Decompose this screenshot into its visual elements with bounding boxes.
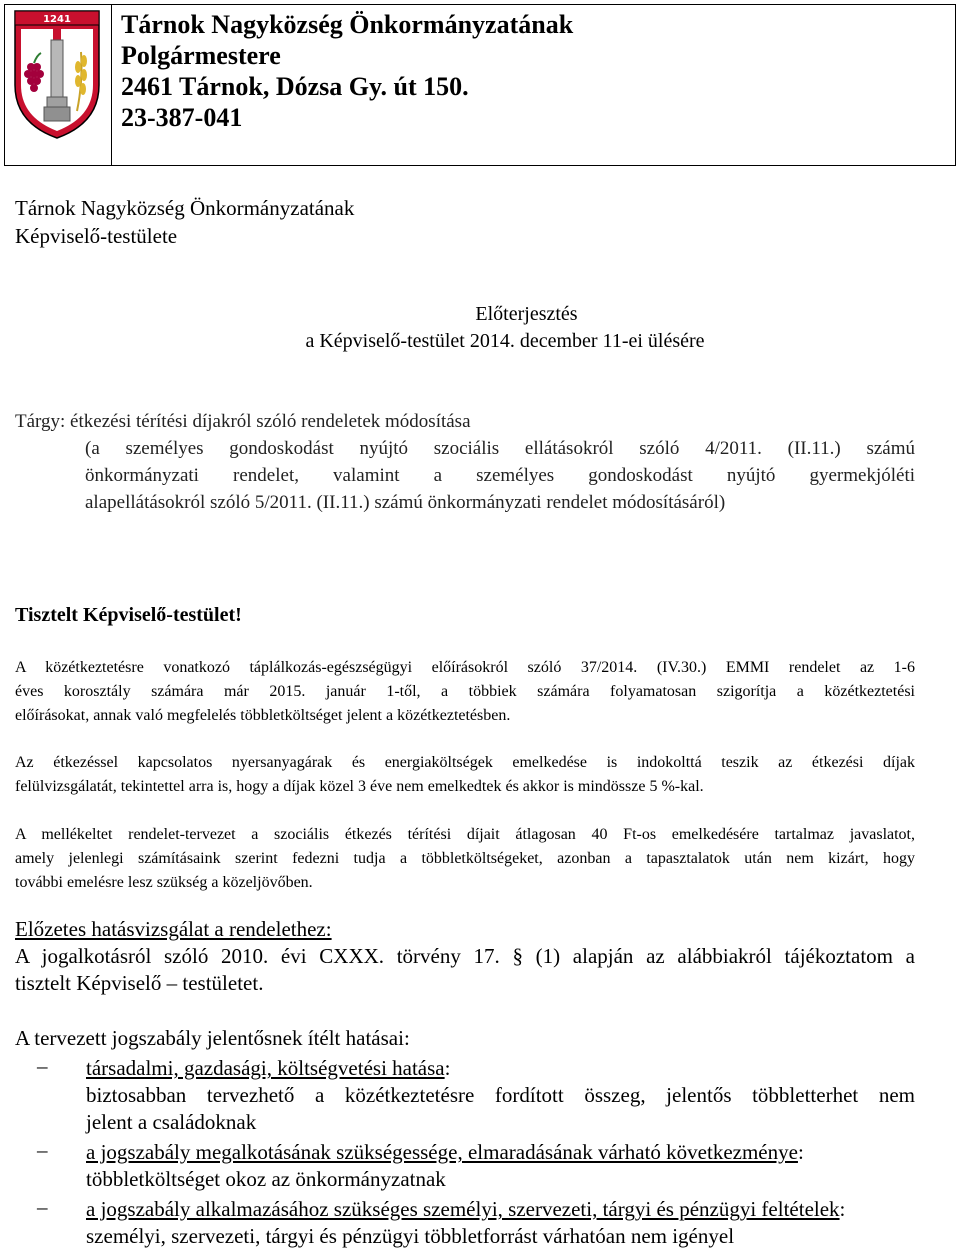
list-item-text: jelent a családoknak bbox=[86, 1110, 257, 1134]
list-item-colon: : bbox=[444, 1056, 451, 1080]
recipient-block bbox=[15, 194, 354, 250]
paragraph-line: előírásokat, annak való megfelelés többletköltséget jelent a közétkeztetésben. bbox=[15, 707, 511, 724]
paragraph bbox=[15, 751, 915, 799]
paragraph-line: amely jelenlegi számításaink szerint fedezni tudja a többletköltségeket, azonban a tapasztalatok után nem kizárt, hogy bbox=[15, 850, 915, 867]
impact-heading: Előzetes hatásvizsgálat a rendelethez: bbox=[15, 917, 332, 941]
proposal-subtitle: a Képviselő-testület 2014. december 11-ei ülésére bbox=[305, 330, 705, 352]
dash-bullet: – bbox=[37, 1195, 48, 1219]
salutation: Tisztelt Képviselő-testület! bbox=[15, 604, 242, 626]
paragraph-line: A mellékeltet rendelet-tervezet a szociális étkezés térítési díjait átlagosan 40 Ft-os emelkedésére tartalmaz javaslatot, bbox=[15, 826, 915, 843]
impact-intro-line: A jogalkotásról szóló 2010. évi CXXX. törvény 17. § (1) alapján az alábbiakról tájékoztatom a bbox=[15, 944, 915, 968]
list-item-title: a jogszabály alkalmazásához szükséges személyi, szervezeti, tárgyi és pénzügyi feltételek bbox=[86, 1197, 840, 1221]
list-item-text: személyi, szervezeti, tárgyi és pénzügyi többletforrást várhatóan nem igényel bbox=[86, 1224, 735, 1248]
list-item-colon: : bbox=[797, 1140, 804, 1164]
subject-line: alapellátásokról szóló 5/2011. (II.11.) számú önkormányzati rendelet módosításáról) bbox=[85, 492, 726, 513]
list-item bbox=[15, 1139, 915, 1193]
sender-phone: 23-387-041 bbox=[121, 103, 243, 132]
effects-heading: A tervezett jogszabály jelentősnek ítélt hatásai: bbox=[15, 1026, 410, 1050]
list-item bbox=[15, 1055, 915, 1136]
sender-title: Polgármestere bbox=[121, 41, 281, 70]
proposal-heading bbox=[0, 301, 960, 355]
list-item bbox=[15, 1196, 915, 1250]
paragraph bbox=[15, 823, 915, 895]
recipient-line: Tárnok Nagyközség Önkormányzatának bbox=[15, 196, 355, 220]
paragraph-line: további emelésre lesz szükség a közeljövőben. bbox=[15, 874, 313, 891]
impact-intro bbox=[15, 943, 915, 997]
list-item-text: biztosabban tervezhető a közétkeztetésre fordított összeg, jelentős többletterhet nem bbox=[86, 1083, 915, 1107]
sender-name: Tárnok Nagyközség Önkormányzatának bbox=[121, 10, 574, 39]
subject-line: (a személyes gondoskodást nyújtó szociális ellátásokról szóló 4/2011. (II.11.) számú bbox=[85, 438, 915, 459]
list-item-colon: : bbox=[839, 1197, 846, 1221]
sender-address: 2461 Tárnok, Dózsa Gy. út 150. bbox=[121, 72, 469, 101]
paragraph-line: felülvizsgálatát, tekintettel arra is, hogy a díjak közel 3 éve nem emelkedtek és akkor is mindössze 5 %-kal. bbox=[15, 778, 704, 795]
paragraph-line: A közétkeztetésre vonatkozó táplálkozás-egészségügyi előírásokról szóló 37/2014. (IV.30.) EMMI rendelet az 1-6 bbox=[15, 659, 915, 676]
coat-of-arms-cell bbox=[5, 5, 112, 165]
subject-line bbox=[15, 408, 915, 435]
dash-bullet: – bbox=[37, 1138, 48, 1162]
effects-list bbox=[15, 1055, 915, 1253]
impact-intro-line: tisztelt Képviselő – testületet. bbox=[15, 971, 264, 995]
sender-block bbox=[121, 9, 573, 133]
letterhead bbox=[4, 4, 956, 166]
paragraph bbox=[15, 656, 915, 728]
subject-label: Tárgy bbox=[15, 411, 61, 432]
dash-bullet: – bbox=[37, 1054, 48, 1078]
list-item-title: társadalmi, gazdasági, költségvetési hatása bbox=[86, 1056, 445, 1080]
list-item-text: többletköltséget okoz az önkormányzatnak bbox=[86, 1167, 446, 1191]
svg-text:1241: 1241 bbox=[43, 14, 71, 25]
subject-block bbox=[15, 408, 915, 516]
list-item-title: a jogszabály megalkotásának szükségessége, elmaradásának várható következménye bbox=[86, 1140, 798, 1164]
subject-text: : étkezési térítési díjakról szóló rendeletek módosítása bbox=[60, 411, 471, 432]
coat-of-arms-icon bbox=[11, 7, 103, 141]
paragraph-line: éves korosztály számára már 2015. január 1-től, a többiek számára folyamatosan szigorítja a közétkeztetési bbox=[15, 683, 915, 700]
proposal-title: Előterjesztés bbox=[475, 303, 578, 325]
recipient-line: Képviselő-testülete bbox=[15, 224, 178, 248]
subject-line: önkormányzati rendelet, valamint a személyes gondoskodást nyújtó gyermekjóléti bbox=[85, 465, 915, 486]
paragraph-line: Az étkezéssel kapcsolatos nyersanyagárak és energiaköltségek emelkedése is indokolttá teszik az étkezési díjak bbox=[15, 754, 915, 771]
